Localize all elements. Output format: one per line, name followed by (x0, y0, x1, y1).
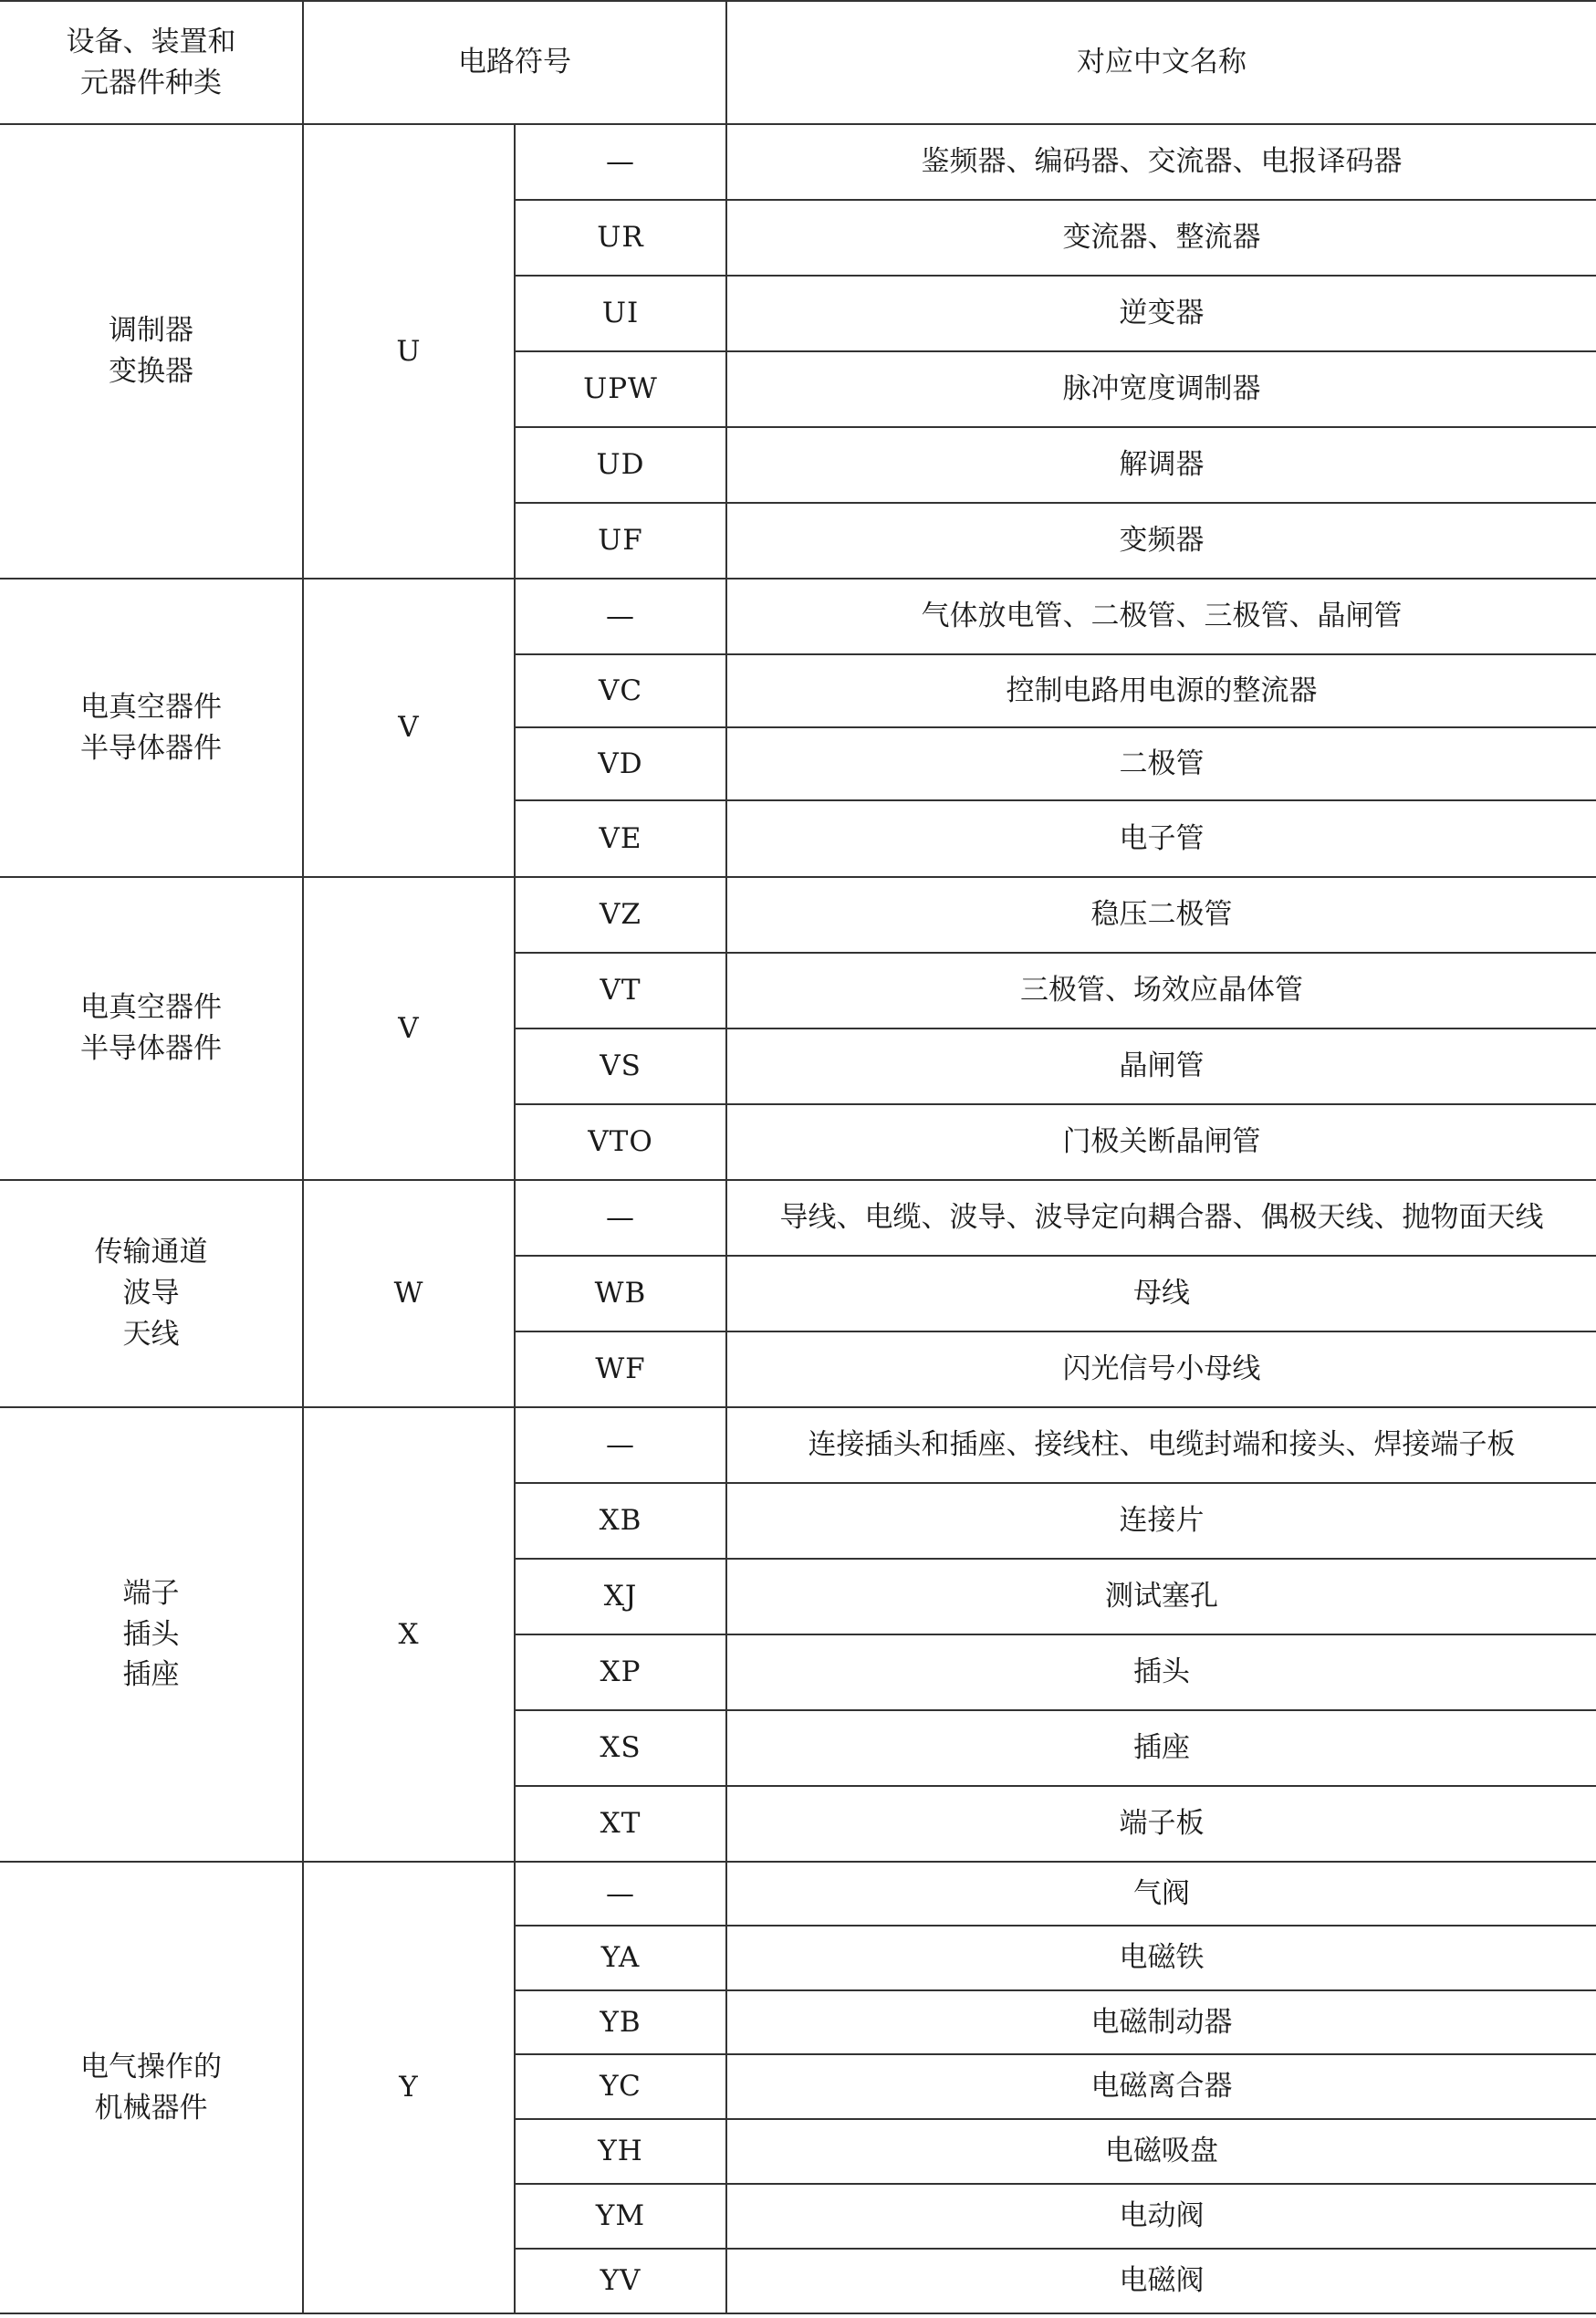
code-cell: VC (515, 654, 726, 727)
table-row (0, 1180, 1596, 1256)
code-cell: XT (515, 1786, 726, 1862)
name-cell: 气阀 (726, 1862, 1596, 1926)
symbol-cell: V (303, 877, 515, 1180)
category-line: 天线 (122, 1317, 180, 1351)
code-cell: WB (515, 1256, 726, 1331)
category-line: 机械器件 (94, 2091, 208, 2125)
symbol-cell: V (303, 579, 515, 877)
name-cell: 连接插头和插座、接线柱、电缆封端和接头、焊接端子板 (726, 1407, 1596, 1483)
name-cell: 电磁制动器 (726, 1990, 1596, 2054)
name-cell: 连接片 (726, 1483, 1596, 1559)
name-cell: 电子管 (726, 800, 1596, 877)
name-cell: 电动阀 (726, 2184, 1596, 2249)
header-category-line: 元器件种类 (80, 66, 222, 99)
code-cell: XJ (515, 1559, 726, 1634)
category-line: 传输通道 (94, 1236, 208, 1269)
code-cell: — (515, 1862, 726, 1926)
symbol-cell: Y (303, 1862, 515, 2313)
code-cell: YB (515, 1990, 726, 2054)
code-cell: UR (515, 200, 726, 276)
code-cell: VT (515, 953, 726, 1028)
code-cell: VS (515, 1028, 726, 1104)
code-cell: YA (515, 1926, 726, 1990)
symbol-cell: U (303, 124, 515, 579)
name-cell: 电磁吸盘 (726, 2119, 1596, 2184)
code-cell: — (515, 1407, 726, 1483)
name-cell: 三极管、场效应晶体管 (726, 953, 1596, 1028)
code-cell: WF (515, 1331, 726, 1407)
category-line: 调制器 (109, 314, 193, 348)
code-cell: — (515, 1180, 726, 1256)
name-cell: 稳压二极管 (726, 877, 1596, 953)
code-cell: UPW (515, 351, 726, 427)
table-row (0, 877, 1596, 953)
header-category (0, 1, 303, 124)
name-cell: 端子板 (726, 1786, 1596, 1862)
code-cell: — (515, 124, 726, 200)
name-cell: 母线 (726, 1256, 1596, 1331)
name-cell: 鉴频器、编码器、交流器、电报译码器 (726, 124, 1596, 200)
header-category-line: 设备、装置和 (66, 25, 236, 58)
code-cell: YH (515, 2119, 726, 2184)
code-cell: XS (515, 1710, 726, 1786)
header-name: 对应中文名称 (726, 1, 1596, 124)
category-cell (0, 1407, 303, 1862)
symbol-cell: X (303, 1407, 515, 1862)
category-cell (0, 1862, 303, 2313)
name-cell: 电磁离合器 (726, 2054, 1596, 2119)
category-line: 电气操作的 (80, 2050, 222, 2083)
category-line: 端子 (122, 1576, 180, 1610)
table-row (0, 579, 1596, 654)
name-cell: 晶闸管 (726, 1028, 1596, 1104)
name-cell: 导线、电缆、波导、波导定向耦合器、偶极天线、抛物面天线 (726, 1180, 1596, 1256)
name-cell: 控制电路用电源的整流器 (726, 654, 1596, 727)
name-cell: 解调器 (726, 427, 1596, 503)
name-cell: 变流器、整流器 (726, 200, 1596, 276)
code-cell: VZ (515, 877, 726, 953)
header-symbol: 电路符号 (303, 1, 726, 124)
code-cell: YM (515, 2184, 726, 2249)
header-row (0, 1, 1596, 124)
symbol-cell: W (303, 1180, 515, 1407)
name-cell: 电磁阀 (726, 2249, 1596, 2313)
table-row (0, 1862, 1596, 1926)
category-cell (0, 1180, 303, 1407)
code-cell: UD (515, 427, 726, 503)
name-cell: 二极管 (726, 727, 1596, 800)
category-line: 波导 (122, 1277, 180, 1310)
name-cell: 闪光信号小母线 (726, 1331, 1596, 1407)
table-row (0, 1407, 1596, 1483)
code-cell: VE (515, 800, 726, 877)
code-cell: YC (515, 2054, 726, 2119)
category-line: 插座 (122, 1658, 180, 1692)
table-row (0, 124, 1596, 200)
name-cell: 门极关断晶闸管 (726, 1104, 1596, 1180)
name-cell: 测试塞孔 (726, 1559, 1596, 1634)
code-cell: UF (515, 503, 726, 579)
category-line: 电真空器件 (80, 991, 222, 1025)
name-cell: 逆变器 (726, 276, 1596, 351)
category-line: 插头 (122, 1617, 180, 1651)
category-cell (0, 124, 303, 579)
category-line: 变换器 (109, 355, 193, 388)
category-line: 半导体器件 (80, 1032, 222, 1065)
category-line: 电真空器件 (80, 690, 222, 724)
code-cell: UI (515, 276, 726, 351)
code-cell: XP (515, 1634, 726, 1710)
code-cell: VD (515, 727, 726, 800)
code-cell: — (515, 579, 726, 654)
name-cell: 变频器 (726, 503, 1596, 579)
name-cell: 插头 (726, 1634, 1596, 1710)
code-cell: VTO (515, 1104, 726, 1180)
name-cell: 脉冲宽度调制器 (726, 351, 1596, 427)
code-cell: YV (515, 2249, 726, 2313)
category-line: 半导体器件 (80, 731, 222, 765)
name-cell: 插座 (726, 1710, 1596, 1786)
name-cell: 电磁铁 (726, 1926, 1596, 1990)
category-cell (0, 579, 303, 877)
code-cell: XB (515, 1483, 726, 1559)
category-cell (0, 877, 303, 1180)
name-cell: 气体放电管、二极管、三极管、晶闸管 (726, 579, 1596, 654)
